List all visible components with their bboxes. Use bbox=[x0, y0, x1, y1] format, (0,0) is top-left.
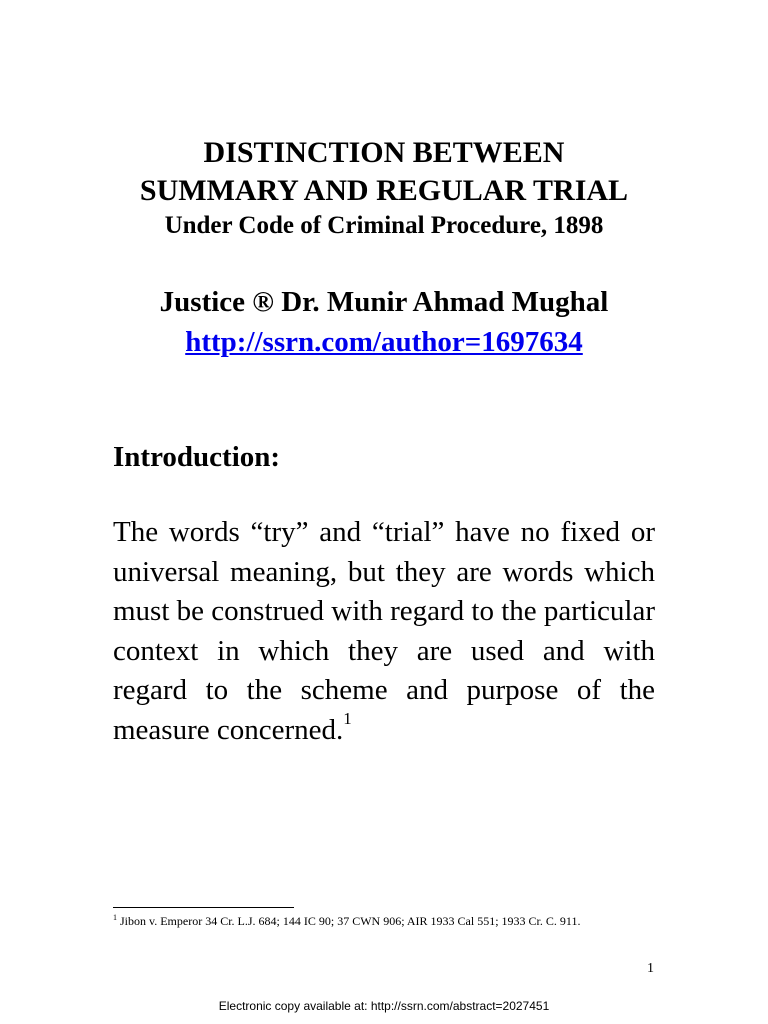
author-url-link[interactable]: http://ssrn.com/author=1697634 bbox=[185, 326, 583, 358]
body-text: The words “try” and “trial” have no fixed or universal meaning, but they are words which must be construed with regard to the particular context in which they are used and with regard to the scheme and purpose of the measure concerned. bbox=[113, 516, 655, 746]
footnote bbox=[113, 913, 580, 929]
footnote-divider bbox=[113, 907, 294, 908]
author-name: Justice ® Dr. Munir Ahmad Mughal bbox=[159, 286, 609, 318]
title-block bbox=[0, 134, 768, 242]
body-paragraph bbox=[113, 513, 655, 750]
subtitle: Under Code of Criminal Procedure, 1898 bbox=[164, 212, 604, 239]
footnote-reference[interactable]: 1 bbox=[343, 708, 352, 728]
author-block bbox=[0, 282, 768, 362]
electronic-copy-note: Electronic copy available at: http://ssrn.com/abstract=2027451 bbox=[218, 999, 550, 1013]
title-line-2: SUMMARY AND REGULAR TRIAL bbox=[139, 174, 629, 207]
footnote-marker: 1 bbox=[113, 913, 117, 922]
section-heading-introduction: Introduction: bbox=[113, 441, 281, 473]
title-line-1: DISTINCTION BETWEEN bbox=[203, 136, 565, 169]
page-number: 1 bbox=[647, 961, 654, 976]
footnote-text: Jibon v. Emperor 34 Cr. L.J. 684; 144 IC 90; 37 CWN 906; AIR 1933 Cal 551; 1933 Cr. C. 911. bbox=[117, 914, 581, 928]
